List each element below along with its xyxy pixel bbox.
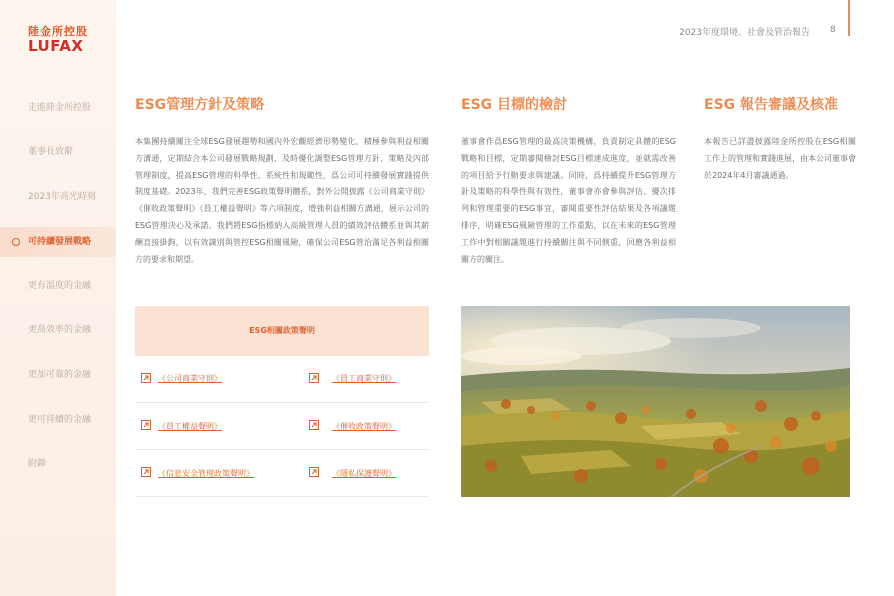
lufax-logo[interactable] [28,26,90,54]
section-body-approval: 本報告已詳盡披露陸金所控股在ESG相關工作上的管理和實踐進展，由本公司董事會於2024年4月審議通過。 [704,137,856,180]
sidebar [0,0,116,596]
landscape-photo [461,306,850,497]
page-number: 8 [830,25,836,35]
sidebar-item-about[interactable]: 走進陸金所控股 [28,103,92,113]
table-divider [135,449,429,450]
section-title-policy: ESG管理方針及策略 [135,97,265,113]
sidebar-item-strategy[interactable] [0,227,116,257]
logo-chinese: 陸金所控股 [28,25,88,38]
link-employee-code[interactable]: 《員工商業守則》 [332,374,396,383]
logo-english: LUFAX [28,37,84,55]
sidebar-item-label: 可持續發展戰略 [28,237,92,247]
external-link-icon [141,373,151,383]
link-company-code[interactable]: 《公司商業守則》 [158,374,222,383]
report-title: 2023年度環境、社會及管治報告 [679,28,810,38]
header-divider [848,0,850,36]
link-info-security[interactable]: 《信息安全管理政策聲明》 [158,469,254,478]
sidebar-item-highlights[interactable]: 2023年高光時刻 [28,192,96,202]
section-body-review: 董事會作爲ESG管理的最高決策機構，負責制定具體的ESG戰略和目標，定期審閱檢討ESG目標達成進度，並就需改善的項目給予行動要求與建議。同時，爲持續提升ESG管理方針及策略的科學性與有效性，董事會亦會參與評估、優次排列和管理重要的ESG事宜，審閱重要性評估結果及各項議題排序，明確ESG風險管理的工作重點，以在未來的ESG管理工作中對相關議題進行持續關注與不同側重，回應各利益相關方的關注。 [461,137,676,264]
section-title-review: ESG 目標的檢討 [461,97,568,113]
link-collection-policy[interactable]: 《催收政策聲明》 [332,422,396,431]
sidebar-item-efficiency[interactable]: 更高效率的金融 [28,325,92,335]
external-link-icon [141,467,151,477]
external-link-icon [309,467,319,477]
sidebar-item-chairman[interactable]: 董事長致辭 [28,147,74,157]
policy-table-header: ESG相關政策聲明 [135,306,429,356]
active-dot-icon [12,238,20,246]
sidebar-item-appendix[interactable]: 附錄 [28,459,47,469]
external-link-icon [309,373,319,383]
section-body-policy: 本集團持續關注全球ESG發展趨勢和國內外宏觀經濟形勢變化，積極參與利益相關方溝通，定期結合本公司發展戰略規劃，及時優化調整ESG管理方針、策略及內部管理制度，提高ESG管理的科學性、系統性和規範性，爲公司可持續發展實踐提供制度基礎。2023年，我們完善ESG政策聲明體系，對外公開披露《公司商業守則》《催收政策聲明》《員工權益聲明》等六項制度，增強利益相關方溝通，展示公司的ESG管理決心及承諾。我們將ESG指標納入高級管理人員的績效評估體系並與其薪酬直接掛鉤，以有效識別與管控ESG相關風險，確保公司ESG管治滿足各利益相關方的要求和期望。 [135,137,429,264]
table-divider [135,402,429,403]
external-link-icon [141,420,151,430]
external-link-icon [309,420,319,430]
sidebar-item-sustainable[interactable]: 更可持續的金融 [28,415,92,425]
section-title-approval: ESG 報告審議及核准 [704,97,839,113]
link-employee-rights[interactable]: 《員工權益聲明》 [158,422,222,431]
table-divider [135,496,429,497]
link-privacy[interactable]: 《隱私保護聲明》 [332,469,396,478]
sidebar-item-warmth[interactable]: 更有溫度的金融 [28,281,92,291]
sidebar-item-reliable[interactable]: 更加可靠的金融 [28,370,92,380]
